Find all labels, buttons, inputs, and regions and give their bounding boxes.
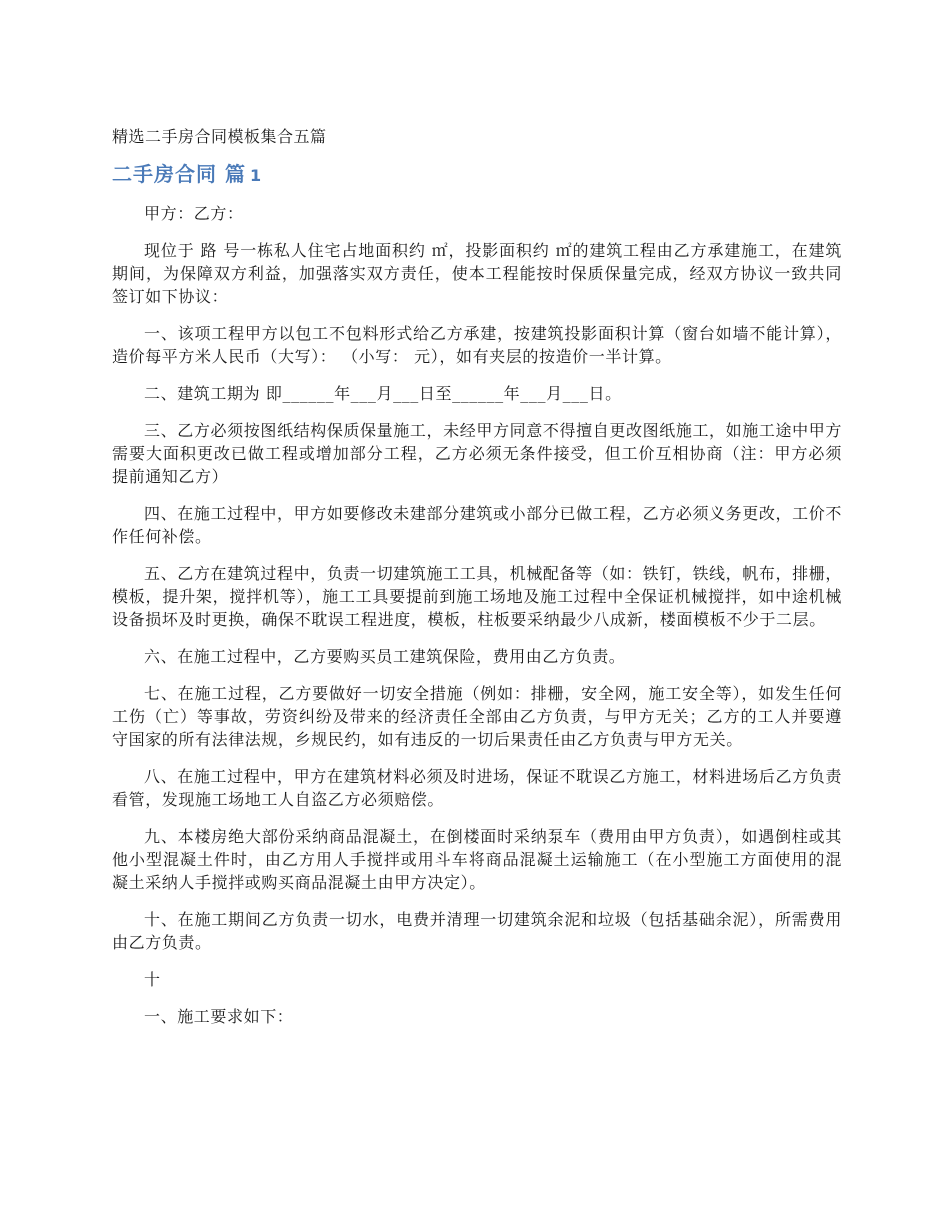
section-heading-text: 二手房合同 篇 [112, 162, 246, 186]
section-number: 1 [249, 166, 263, 185]
clause-11-heading: 十 [144, 970, 161, 989]
party-line: 甲方：乙方： [144, 204, 244, 223]
clause-1: 一、该项工程甲方以包工不包料形式给乙方承建，按建筑投影面积计算（窗台如墙不能计算），造价每平方米人民币（大写）： （小写： 元），如有夹层的按造价一半计算。 [112, 324, 842, 366]
intro-paragraph: 现位于 路 号一栋私人住宅占地面积约 ㎡，投影面积约 ㎡的建筑工程由乙方承建施工，在建筑期间，为保障双方利益，加强落实双方责任，使本工程能按时保质保量完成，经双方协议一致共同签订如下协议： [112, 241, 842, 306]
clause-4: 四、在施工过程中，甲方如要修改未建部分建筑或小部分已做工程，乙方必须义务更改，工价不作任何补偿。 [112, 504, 842, 546]
clause-6: 六、在施工过程中，乙方要购买员工建筑保险，费用由乙方负责。 [144, 647, 626, 666]
clause-9: 九、本楼房绝大部份采纳商品混凝土，在倒楼面时采纳泵车（费用由甲方负责），如遇倒柱或其他小型混凝土件时，由乙方用人手搅拌或用斗车将商品混凝土运输施工（在小型施工方面使用的混凝土采纳人手搅拌或购买商品混凝土由甲方决定）。 [112, 827, 842, 892]
clause-7: 七、在施工过程，乙方要做好一切安全措施（例如：排栅，安全网，施工安全等），如发生任何工伤（亡）等事故，劳资纠纷及带来的经济责任全部由乙方负责，与甲方无关；乙方的工人并要遵守国家的所有法律法规，乡规民约，如有违反的一切后果责任由乙方负责与甲方无关。 [112, 684, 842, 749]
clause-3: 三、乙方必须按图纸结构保质保量施工，未经甲方同意不得擅自更改图纸施工，如施工途中甲方需要大面积更改已做工程或增加部分工程，乙方必须无条件接受，但工价互相协商（注：甲方必须提前通知乙方） [112, 421, 842, 486]
clause-10: 十、在施工期间乙方负责一切水，电费并清理一切建筑余泥和垃圾（包括基础余泥），所需费用由乙方负责。 [112, 910, 842, 952]
section-heading [112, 160, 842, 190]
document-title: 精选二手房合同模板集合五篇 [112, 127, 327, 146]
clause-2: 二、建筑工期为 即______年___月___日至______年___月___日。 [144, 384, 622, 403]
construction-requirements: 一、施工要求如下： [144, 1007, 294, 1026]
clause-8: 八、在施工过程中，甲方在建筑材料必须及时进场，保证不耽误乙方施工，材料进场后乙方负责看管，发现施工场地工人自盗乙方必须赔偿。 [112, 767, 842, 809]
clause-5: 五、乙方在建筑过程中，负责一切建筑施工工具，机械配备等（如：铁钉，铁线，帆布，排栅，模板，提升架，搅拌机等），施工工具要提前到施工场地及施工过程中全保证机械搅拌，如中途机械设备损坏及时更换，确保不耽误工程进度，模板，柱板要采纳最少八成新，楼面模板不少于二层。 [112, 564, 842, 629]
document-page [112, 124, 842, 1042]
